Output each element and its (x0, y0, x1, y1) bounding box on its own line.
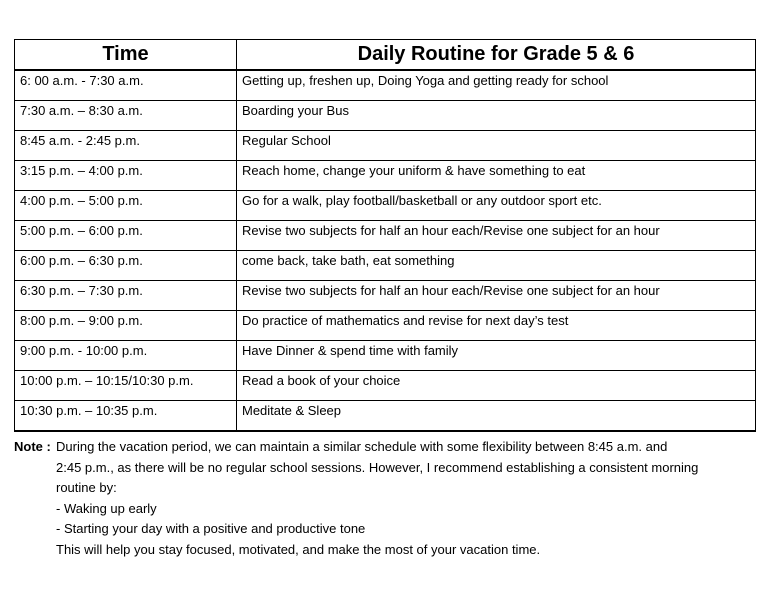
row-time: 6:30 p.m. – 7:30 p.m. (15, 281, 237, 311)
row-activity: Revise two subjects for half an hour each/Revise one subject for an hour (237, 281, 756, 311)
note-section (14, 437, 759, 560)
row-activity: Reach home, change your uniform & have something to eat (237, 161, 756, 191)
row-activity: Meditate & Sleep (237, 401, 756, 432)
routine-table (14, 39, 756, 432)
table-row (15, 101, 756, 131)
row-time: 10:00 p.m. – 10:15/10:30 p.m. (15, 371, 237, 401)
row-activity: Getting up, freshen up, Doing Yoga and getting ready for school (237, 70, 756, 101)
row-time: 8:45 a.m. - 2:45 p.m. (15, 131, 237, 161)
row-time: 7:30 a.m. – 8:30 a.m. (15, 101, 237, 131)
row-activity: Boarding your Bus (237, 101, 756, 131)
table-row (15, 281, 756, 311)
header-activity: Daily Routine for Grade 5 & 6 (237, 40, 756, 71)
header-time: Time (15, 40, 237, 71)
row-activity: Go for a walk, play football/basketball or any outdoor sport etc. (237, 191, 756, 221)
table-row (15, 401, 756, 432)
table-row (15, 221, 756, 251)
table-row (15, 341, 756, 371)
row-time: 5:00 p.m. – 6:00 p.m. (15, 221, 237, 251)
row-time: 3:15 p.m. – 4:00 p.m. (15, 161, 237, 191)
table-row (15, 191, 756, 221)
row-time: 4:00 p.m. – 5:00 p.m. (15, 191, 237, 221)
note-line-3: routine by: (56, 480, 117, 495)
row-time: 8:00 p.m. – 9:00 p.m. (15, 311, 237, 341)
table-row (15, 70, 756, 101)
note-label: Note : (14, 439, 51, 454)
row-activity: come back, take bath, eat something (237, 251, 756, 281)
note-closing: This will help you stay focused, motivated, and make the most of your vacation time. (56, 541, 541, 557)
row-time: 6:00 p.m. – 6:30 p.m. (15, 251, 237, 281)
table-header-row (15, 40, 756, 71)
table-row (15, 251, 756, 281)
row-time: 10:30 p.m. – 10:35 p.m. (15, 401, 237, 432)
row-activity: Do practice of mathematics and revise for next day’s test (237, 311, 756, 341)
note-line-2: 2:45 p.m., as there will be no regular school sessions. However, I recommend establishing a consistent morning (56, 459, 699, 475)
row-time: 9:00 p.m. - 10:00 p.m. (15, 341, 237, 371)
note-line-1: During the vacation period, we can maintain a similar schedule with some flexibility between 8:45 a.m. and (56, 439, 668, 454)
row-activity: Regular School (237, 131, 756, 161)
note-first-line (14, 437, 759, 458)
row-activity: Have Dinner & spend time with family (237, 341, 756, 371)
note-bullet-2: - Starting your day with a positive and productive tone (56, 521, 366, 536)
table-row (15, 161, 756, 191)
row-activity: Read a book of your choice (237, 371, 756, 401)
table-row (15, 371, 756, 401)
note-bullet-1: - Waking up early (56, 500, 157, 516)
row-activity: Revise two subjects for half an hour each/Revise one subject for an hour (237, 221, 756, 251)
row-time: 6: 00 a.m. - 7:30 a.m. (15, 70, 237, 101)
table-row (15, 131, 756, 161)
table-row (15, 311, 756, 341)
